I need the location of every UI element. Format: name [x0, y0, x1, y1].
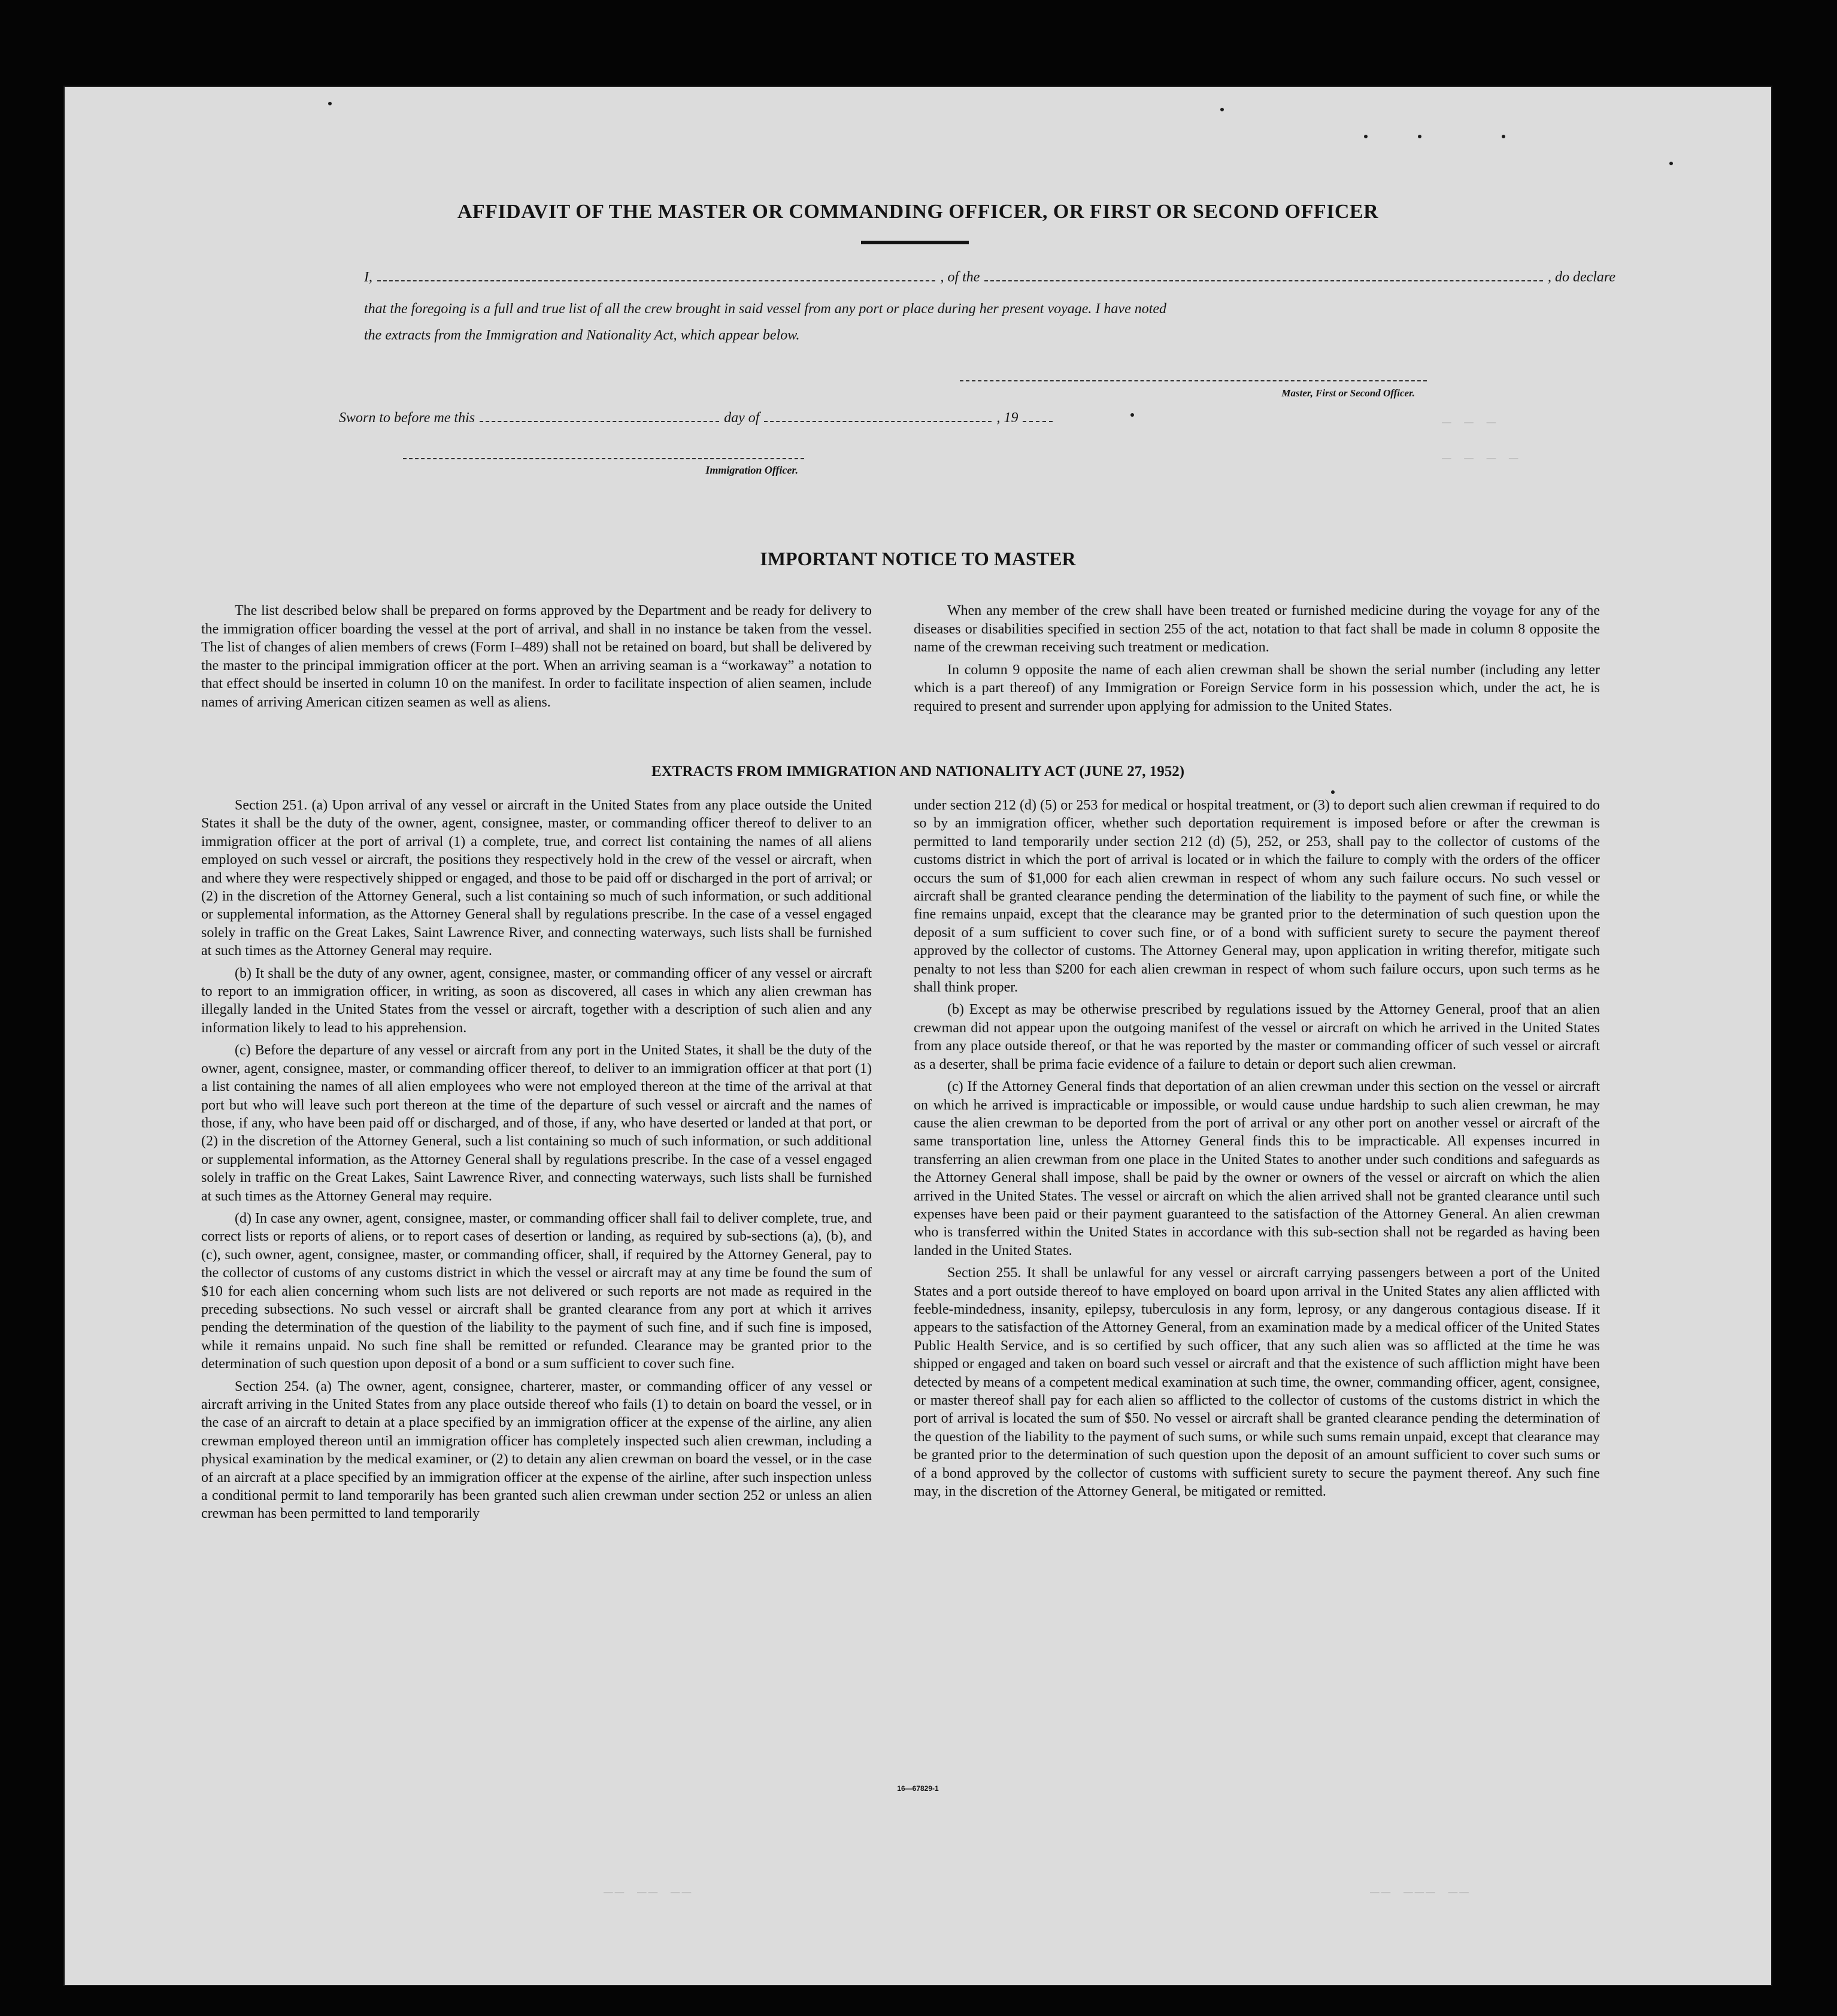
- day-of-label: day of: [724, 410, 760, 426]
- master-signature-label: Master, First or Second Officer.: [1281, 387, 1415, 399]
- scan-speck: [1220, 108, 1224, 111]
- declaration-line: [364, 269, 1615, 286]
- section-254b-paragraph: (b) Except as may be otherwise prescribed by regulations issued by the Attorney General, proof that an alien crewman did not appear upon the outgoing manifest of the vessel or aircraft on which he arrived in the United States from any place outside thereof, or that he was reported by the master or commanding officer of such vessel or aircraft as a deserter, shall be prima facie evidence of a failure to detain or deport such alien crewman.: [914, 1002, 1600, 1072]
- notice-paragraph: The list described below shall be prepared on forms approved by the Department and be ready for delivery to the immigration officer boarding the vessel at the port of arrival, and shall in no instance be taken from the vessel. The list of changes of alien members of crews (Form I–489) shall not be retained on board, but shall be delivered by the master to the principal immigration officer at the port. When an arriving seaman is a “workaway” a notation to that effect should be inserted in column 10 on the manifest. In order to facilitate inspection of alien seamen, include names of arriving American citizen seamen as well as aliens.: [201, 603, 872, 710]
- bleed-through-text: —— —— ——: [604, 1883, 693, 1901]
- bleed-through-text: —— ——— ——: [1370, 1883, 1471, 1901]
- scan-speck: [1502, 135, 1505, 138]
- sworn-line: [339, 410, 1177, 426]
- section-251b-paragraph: (b) It shall be the duty of any owner, agent, consignee, master, or commanding officer of any vessel or aircraft to report to an immigration officer, in writing, as soon as discovered, all cases in which any alien crewman has illegally landed in the United States from the vessel or aircraft, together with a description of such alien and any information likely to lead to his apprehension.: [201, 965, 872, 1036]
- section-251a-paragraph: Section 251. (a) Upon arrival of any vessel or aircraft in the United States from any place outside the United States it shall be the duty of the owner, agent, consignee, master, or commanding officer thereof to deliver to an immigration officer at the port of arrival (1) a complete, true, and correct list containing the names of all aliens employed on such vessel or aircraft, the positions they respectively hold in the crew of the vessel or aircraft, when and where they were respectively shipped or engaged, and those to be paid off or discharged in the port of arrival; or (2) in the discretion of the Attorney General, such a list containing so much of such information, or such additional or supplemental information, as the Attorney General shall by regulations prescribe. In the case of a vessel engaged solely in traffic on the Great Lakes, Saint Lawrence River, and connecting waterways, such lists shall be furnished at such times as the Attorney General may require.: [201, 798, 872, 959]
- section-254a-paragraph: Section 254. (a) The owner, agent, consignee, charterer, master, or commanding officer of any vessel or aircraft arriving in the United States from any place outside thereof who fails (1) to detain on board the vessel, or in the case of an aircraft to detain at a place specified by an immigration officer at the expense of the airline, any alien crewman employed thereon until an immigration officer has completely inspected such alien crewman, including a physical examination by the medical examiner, or (2) to detain any alien crewman on board the vessel, or in the case of an aircraft at a place specified by an immigration officer at the expense of the airline, after such inspection unless a conditional permit to land temporarily has been granted such alien crewman under section 252 or unless an alien crewman has been permitted to land temporarily: [201, 1378, 872, 1522]
- notice-paragraph: When any member of the crew shall have been treated or furnished medicine during the voyage for any of the diseases or disabilities specified in section 255 of the act, notation to that fact shall be made in column 8 opposite the name of the crewman receiving such treatment or medication.: [914, 603, 1600, 656]
- notice-left-column: [201, 602, 872, 716]
- title-rule: [861, 241, 969, 244]
- section-254c-paragraph: (c) If the Attorney General finds that deportation of an alien crewman under this section on the vessel or aircraft on which he arrived is impracticable or impossible, or would cause undue hardship to such alien crewman, he may cause the alien crewman to be deported from the port of arrival or any other port on another vessel or aircraft of the same transportation line, unless the Attorney General finds this to be impracticable. All expenses incurred in transferring an alien crewman from one place in the United States to another under such conditions and safeguards as the Attorney General shall impose, shall be paid by the owner or owners of the vessel or aircraft on which the alien arrived in the United States. The vessel or aircraft on which the alien arrived shall not be granted clearance until such expenses have been paid or their payment guaranteed to the satisfaction of the Attorney General. An alien crewman who is transferred within the United States in accordance with this sub-section shall not be regarded as having been landed in the United States.: [914, 1079, 1600, 1259]
- master-signature-field[interactable]: [960, 380, 1427, 381]
- sworn-day-field[interactable]: [480, 410, 719, 422]
- declaration-of-the-label: , of the: [940, 269, 980, 285]
- extracts-left-column: [201, 796, 872, 1527]
- bleed-through-text: — — —: [1442, 413, 1498, 431]
- declaration-i-label: I,: [364, 269, 372, 285]
- scan-speck: [1364, 135, 1368, 138]
- sworn-label: Sworn to before me this: [339, 410, 475, 426]
- section-255-paragraph: Section 255. It shall be unlawful for any vessel or aircraft carrying passengers between a port of the United States and a port outside thereof to have employed on board upon arrival in the United States any alien afflicted with feeble-mindedness, insanity, epilepsy, tuberculosis in any form, leprosy, or any dangerous contagious disease. If it appears to the satisfaction of the Attorney General, from an examination made by a medical officer of the United States Public Health Service, and is so certified by such officer, that any such alien was so afflicted at the time he was shipped or engaged and taken on board such vessel or aircraft and that the existence of such affliction might have been detected by means of a competent medical examination at such time, the owner, commanding officer, agent, consignee, or master thereof shall pay for each alien so afflicted to the collector of customs of the customs district in which the port of arrival is located the sum of $50. No vessel or aircraft shall be granted clearance pending the determination of the question of the liability to the payment of such sums, or while such sums remain unpaid, except that clearance may be granted prior to the determination of such question upon the deposit of an amount sufficient to cover such sums or of a bond approved by the collector of customs with sufficient surety to secure the payment thereof. Any such fine may, in the discretion of the Attorney General, be mitigated or remitted.: [914, 1265, 1600, 1500]
- form-number: 16—67829-1: [897, 1784, 939, 1793]
- bleed-through-text: — — — —: [1442, 449, 1520, 467]
- sworn-year-field[interactable]: [1023, 410, 1053, 422]
- scan-speck: [328, 102, 332, 105]
- section-251c-paragraph: (c) Before the departure of any vessel or aircraft from any port in the United States, it shall be the duty of the owner, agent, consignee, master, or commanding officer thereof, to deliver to an immigration officer at that port (1) a list containing the names of all alien employees who were not employed thereon at the time of the arrival at that port but who will leave such port thereon at the time of the departure of such vessel or aircraft and the names of those, if any, who have been paid off or discharged, and of those, if any, who have deserted or landed at that port, or (2) in the discretion of the Attorney General, such a list containing so much of such information, or such additional or supplemental information, as the Attorney General shall by regulations prescribe. In the case of a vessel engaged solely in traffic on the Great Lakes, Saint Lawrence River, and connecting waterways, such lists shall be furnished at such times as the Attorney General may require.: [201, 1042, 872, 1204]
- year-label: , 19: [996, 410, 1018, 426]
- section-251d-paragraph: (d) In case any owner, agent, consignee, master, or commanding officer shall fail to deliver complete, true, and correct lists or reports of aliens, or to report cases of desertion or landing, as required by sub-sections (a), (b), and (c), such owner, agent, consignee, master, or commanding officer, shall, if required by the Attorney General, pay to the collector of customs of any customs district in which the vessel or aircraft may at any time be found the sum of $10 for each alien concerning whom such lists are not delivered or such reports are not made as required in the preceding subsections. No such vessel or aircraft shall be granted clearance from any port at which it arrives pending the determination of the question of the liability to the payment of such fine, and if such fine is imposed, while it remains unpaid. No such fine shall be remitted or refunded. Clearance may be granted prior to the determination of such question upon deposit of a bond or a sum sufficient to cover such fine.: [201, 1210, 872, 1372]
- notice-title: IMPORTANT NOTICE TO MASTER: [760, 548, 1076, 569]
- declaration-declare-label: , do declare: [1547, 269, 1616, 285]
- immigration-officer-label: Immigration Officer.: [705, 464, 798, 476]
- section-254a-continued-paragraph: under section 212 (d) (5) or 253 for medical or hospital treatment, or (3) to deport such alien crewman if required to do so by an immigration officer, whether such deportation requirement is imposed before or after the crewman is permitted to land temporarily under section 212 (d) (5), 252, or 253, shall pay to the collector of customs of the customs district in which the port of arrival is located or in which the failure to comply with the orders of the officer occurs the sum of $1,000 for each alien crewman in respect of whom any such failure occurs. No such vessel or aircraft shall be granted clearance pending the determination of the liability to the payment of such fine, or while the fine remains unpaid, except that the clearance may be granted prior to the determination of such question upon the deposit of a sum sufficient to cover such fine, or of a bond with sufficient surety to secure the payment thereof approved by the collector of customs. The Attorney General may, upon application in writing therefor, mitigate such penalty to not less than $200 for each alien crewman in respect of whom such failure occurs, upon such terms as he shall think proper.: [914, 798, 1600, 996]
- vessel-name-field[interactable]: [984, 269, 1542, 281]
- scan-speck: [1669, 162, 1673, 165]
- document-page: [65, 87, 1771, 1985]
- sworn-month-field[interactable]: [764, 410, 992, 422]
- scan-speck: [1418, 135, 1421, 138]
- extracts-title: EXTRACTS FROM IMMIGRATION AND NATIONALITY ACT (JUNE 27, 1952): [651, 763, 1185, 780]
- declaration-text-line-2: that the foregoing is a full and true list of all the crew brought in said vessel from any port or place during her present voyage. I have noted: [364, 301, 1167, 317]
- affidavit-title: AFFIDAVIT OF THE MASTER OR COMMANDING OFFICER, OR FIRST OR SECOND OFFICER: [457, 201, 1379, 223]
- immigration-officer-signature-field[interactable]: [403, 458, 804, 459]
- declaration-text-line-3: the extracts from the Immigration and Nationality Act, which appear below.: [364, 328, 800, 343]
- declarant-name-field[interactable]: [377, 269, 935, 281]
- notice-paragraph: In column 9 opposite the name of each alien crewman shall be shown the serial number (including any letter which is a part thereof) of any Immigration or Foreign Service form in his possession which, under the act, he is required to present and surrender upon applying for admission to the United States.: [914, 662, 1600, 714]
- scan-speck: [1331, 790, 1335, 794]
- extracts-right-column: [914, 796, 1600, 1505]
- notice-right-column: [914, 602, 1600, 720]
